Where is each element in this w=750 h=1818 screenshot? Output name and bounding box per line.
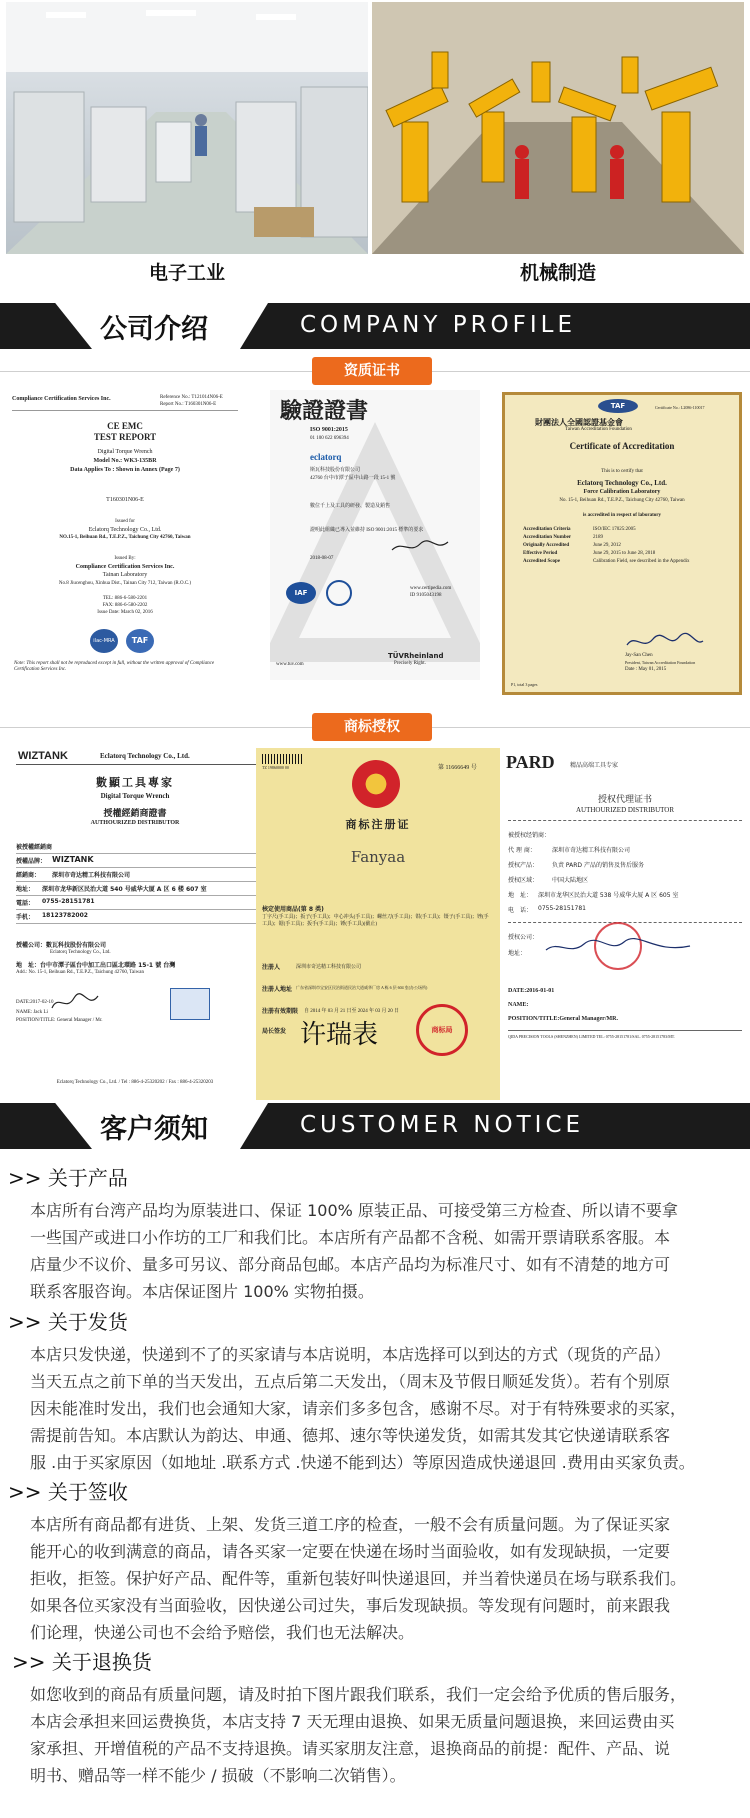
wiz-date: DATE:2017-02-10 [16,1000,54,1005]
taf-row [523,543,723,551]
ccs-title2: TEST REPORT [93,432,157,442]
customer-notice-header [0,1103,750,1149]
pard-row [508,875,742,890]
taf-row-value: ISO/IEC 17025:2005 [593,527,636,532]
notice-body-product [30,1197,732,1305]
wiz-row-value: 深圳市龙华新区民治大道 540 号威华大厦 A 区 6 楼 607 室 [42,886,207,893]
wiz-grantor-addr-en: Add.: No. 15-1, Beihuan Rd., T.E.P.Z., Taichung 42760, Taiwan [16,970,144,975]
caption-electronics: 电子工业 [148,262,225,284]
wiz-grantor-addr: 地 址：台中市潭子區台中加工出口區北環路 15-1 號 台灣 [16,962,176,969]
wiz-rule [16,764,256,765]
trademark-tab: 商标授权 [312,713,432,741]
pard-row [508,830,742,845]
notice-line: 当天五点之前下单的当天发出，五点后第二天发出，（周末及节假日顺延发货）。若有个别原 [30,1372,671,1391]
taf-certify: This is to certify that [601,469,643,474]
ce-emc-test-report [10,393,240,698]
trademark-registration-certificate [256,748,500,1100]
iso-standard: ISO 9001:2015 [310,427,348,433]
notice-line: 如果各位买家没有当面验收，因快递公司过失，事后发现缺损。等发现有问题时，前来跟我 [30,1596,671,1615]
caption-machinery: 机械制造 [519,262,596,284]
tm-period-value: 自 2014 年 03 月 21 日至 2024 年 03 月 20 日 [304,1009,400,1014]
ccs-product: Digital Torque Wrench [97,449,153,455]
ccs-ref-no: Reference No.: T121014N06-E [160,395,223,400]
iso-statement: 證明此組織已導入並維持 ISO 9001:2015 標準的要求 [310,528,424,533]
tm-period-label: 注册有效期限 [262,1008,299,1015]
pard-row-key: 代 理 商： [508,847,536,854]
pard-grantor: 授权公司： [508,934,539,941]
pard-row-value: 0755-28151781 [538,905,586,912]
taf-pages: P1, total 3 pages [511,682,538,687]
customer-notice-title-en: CUSTOMER NOTICE [300,1112,585,1138]
wiz-title1: 數顯工具專家 [96,776,174,789]
wiz-row-key: 授權品牌： [16,858,47,865]
taf-row [523,527,723,535]
taf-row-value: June 29, 2015 to June 28, 2018 [593,551,656,556]
taf-logo: TAF [598,399,638,413]
pard-title: 授权代理证书 [597,795,652,805]
ccs-fax: FAX: 886-6-580-2202 [102,603,148,608]
pard-row [508,905,742,920]
taf-badge: TAF [126,629,154,653]
notice-line: 服 .由于买家原因（如地址 .联系方式 .快递不能到达）等原因造成快递退回 .费用由买家负责。 [30,1453,695,1472]
notice-body-shipping [30,1341,732,1476]
factory-photos [0,0,750,290]
notice-line: 本店所有台湾产品均为原装进口、保证 100% 原装正品、可接受第三方检查、所以请不要拿 [30,1201,678,1220]
notice-line: 家承担、开增值税的产品不支持退换。请买家朋友注意，退换商品的前提：配件、产品、说 [30,1739,671,1758]
ccs-client-addr: NO.15-1, Beihuan Rd., T.E.P.Z., Taichung City 42760, Taiwan [59,535,191,540]
iaf-logo: IAF [286,582,316,604]
notice-line: 能开心的收到满意的商品，请各买家一定要在快递在场时当面验收，如有发现缺损，一定要 [30,1542,671,1561]
notice-body-returns [30,1681,732,1789]
taf-header: 財團法人全國認證基金會 [535,418,623,427]
ccs-lab-addr: No.8 Jiucenghou, Xinhua Dist., Tainan City 712, Taiwan (R.O.C.) [58,581,192,586]
notice-body-receipt [30,1511,732,1646]
electronics-factory-photo [6,2,368,254]
wiztank-brand: WIZTANK [18,750,68,762]
taf-row-value: 2189 [593,535,603,540]
wiz-title3: 授權經銷商證書 [103,809,167,819]
taf-accreditation-certificate [502,392,742,695]
taf-signer-title: President, Taiwan Accreditation Foundation [625,660,696,665]
notice-line: 拒收，拒签。保护好产品、配件等，重新包装好叫快递退回，并当着快递员在场与联系我们。 [30,1569,687,1588]
wiz-row [16,868,256,882]
wiz-row [16,840,256,854]
tm-goods-detail: 丁字尺(手工具)；扳子(手工具)；中心冲头(手工具)；螺丝刀(手工具)；钳(手工具)；镊子(手工具)；锉(手工具)；锯(手工具)；扳手(手工具)；锤(手工具)(截止) [262,915,489,927]
pard-row [508,860,742,875]
tuv-site: www.tuv.com [276,662,304,667]
iso-company: 斯瓦科技股份有限公司 [310,468,361,473]
pard-row-value: 负责 PARD 产品的销售及售后服务 [552,862,644,869]
wiz-signature [50,992,100,1014]
pard-signature [544,936,694,960]
ccs-report-no: Report No.: T160301N06-E [160,402,217,407]
iso-9001-certificate [270,390,480,680]
company-profile-title: 公司介绍 [100,314,208,345]
taf-row-key: Accreditation Criteria [523,527,571,532]
wiz-row-key: 地址： [16,886,35,893]
iso-signature [390,538,450,556]
ccs-issued-by: Issued By: [114,556,136,561]
pard-footer: QIDA PRECISION TOOLS (SHENZHEN) LIMITED TEL: 0755-28151781/SAL. 0755-28151783/MT. [508,1034,675,1039]
qualification-tab: 资质证书 [312,357,432,385]
ccs-rule [12,410,238,411]
tm-registrant-label: 注册人 [262,964,281,971]
ilac-badge: ilac-MRA [90,629,118,653]
ccs-tel: TEL: 886-6-580-2201 [102,596,148,601]
tm-director-label: 局长签发 [262,1028,287,1035]
company-profile-title-en: COMPANY PROFILE [300,312,577,338]
taf-row-value: June 29, 2012 [593,543,621,548]
wiz-row-value: 深圳市奇达精工科技有限公司 [52,872,131,879]
ccs-model: Model No.: WK3-135BR [93,458,157,464]
notice-line: 明书、赠品等一样不能少 / 损破（不影响二次销售）。 [30,1766,406,1785]
pard-name: NAME: [508,1002,529,1008]
iso-cert-no: 01 100 622 696394 [310,436,349,441]
wiz-row [16,854,256,868]
wiz-grantor: 授權公司：數瓦科技股份有限公司 [16,942,107,949]
pard-tagline: 精品高端工具专家 [570,762,619,769]
wiz-name: NAME: Jack Li [16,1010,48,1015]
pard-divider [508,820,742,821]
iso-title: 驗證證書 [280,399,369,424]
wiz-title2: Digital Torque Wrench [100,792,170,800]
taf-info-table [523,527,723,567]
taf-row-key: Effective Period [523,551,558,556]
notice-line: 店量少不议价、量多可另议、部分商品包邮。本店产品均为标准尺寸、如有不清楚的地方可 [30,1255,671,1274]
notice-line: 本店所有商品都有进货、上架、发货三道工序的检查，一般不会有质量问题。为了保证买家 [30,1515,671,1534]
taf-row-value: Calibration Field, see described in the Appendix [593,559,690,564]
notice-line: 如您收到的商品有质量问题，请及时拍下图片跟我们联系，我们一定会给予优质的售后服务， [30,1685,687,1704]
taf-org: Eclatorq Technology Co., Ltd. [577,479,667,487]
wiz-row-value: WIZTANK [52,855,94,864]
tuv-logo: TÜVRheinland [388,652,444,660]
notice-line: 因未能准时发出，我们也会通知大家，请亲们多多包含，感谢不尽。对于有特殊要求的买家， [30,1399,687,1418]
taf-row-key: Accredited Scope [523,559,560,564]
ccs-issue-date: Issue Date: March 02, 2016 [97,610,153,615]
taf-row [523,559,723,567]
wiz-position: POSITION/TITLE: General Manager / Mr. [16,1018,103,1023]
pard-date: DATE:2016-01-01 [508,988,555,994]
taf-header-en: Taiwan Accreditation Foundation [565,427,632,432]
ccs-report-no2: T160301N06-E [106,497,144,503]
pard-distributor-certificate [504,750,746,1098]
pard-row [508,890,742,905]
pard-footer-rule [508,1030,742,1031]
wiz-row-key: 被授權經銷商 [16,844,53,851]
notice-line: 们论理，快递公司也不会给予赔偿，我们也无法解决。 [30,1623,415,1642]
iso-date: 2018-08-07 [310,556,334,561]
wiz-row-value: 0755-28151781 [42,898,95,905]
taf-row-key: Originally Accredited [523,543,570,548]
notice-heading-receipt: >> 关于签收 [8,1480,128,1504]
notice-line: 需提前告知。本店默认为韵达、申通、德邦、速尔等快递发货，如需其发其它快递请联系客 [30,1426,671,1445]
iso-brand: eclatorq [310,452,342,462]
pard-row-key: 授权产品： [508,862,539,869]
pard-brand: PARD [506,752,555,772]
tm-title: 商标注册证 [345,818,411,831]
robot-arms-photo [372,2,744,254]
taf-row [523,535,723,543]
wiztank-distributor-certificate [10,748,260,1100]
ccs-client: Eclatorq Technology Co., Ltd. [88,527,162,533]
pard-row-key: 授权区域： [508,877,539,884]
ccs-applies: Data Applies To : Shown in Annex (Page 7) [70,467,180,473]
ccs-issued-for: Issued for [115,519,135,524]
tm-address-label: 注册人地址 [262,986,293,993]
wiz-row-key: 經銷商： [16,872,41,879]
wiz-info-rows [16,840,256,924]
pard-title-en: AUTHOURIZED DISTRIBUTOR [575,806,675,814]
tuv-tagline: Precisely Right. [394,661,426,666]
taf-signature [625,631,705,653]
notice-line: 本店会承担来回运费换货，本店支持 7 天无理由退换、如果无质量问题退换，来回运费由买 [30,1712,675,1731]
pard-row-key: 电 话： [508,907,533,914]
iso-scope: 數位千上及工具的研發、製造及銷售 [310,504,391,509]
wiz-company-stamp [170,988,210,1020]
taf-row-key: Accreditation Number [523,535,572,540]
notice-heading-product: >> 关于产品 [8,1166,128,1190]
barcode-icon [262,754,302,764]
pard-row-value: 深圳市奇达精工科技有限公司 [552,847,631,854]
taf-cert-ref: Certificate No.: L2086-110017 [655,405,705,410]
wiz-row [16,882,256,896]
wiz-row [16,910,256,924]
wiz-row-key: 手机： [16,914,35,921]
taf-sign-date: Date : May 01, 2015 [625,667,667,672]
taf-title: Certificate of Accreditation [569,441,675,451]
pard-row-value: 深圳市龙华区民治大道 538 号威华大厦 A 区 605 室 [538,892,679,899]
taf-signer: Jay-San Chen [625,653,653,658]
tm-barcode-no: TZ 19860000 00 [262,765,289,770]
taf-accredited: is accredited in respect of laboratory [583,513,661,518]
company-profile-header [0,303,750,349]
pard-position: POSITION/TITLE:General Manager/MR. [508,1016,618,1022]
iso-background-triangle [270,390,480,680]
iso-url: www.certipedia.com [410,586,452,591]
header-left-shape [0,303,92,349]
header-left-shape [0,1103,92,1149]
notice-line: 联系客服咨询。本店保证图片 100% 实物拍摄。 [30,1282,374,1301]
notice-line: 一些国产或进口小作坊的工厂和我们比。本店所有产品都不含税、如需开票请联系客服。本 [30,1228,671,1247]
tm-goods: 核定使用商品(第 8 类) [262,906,324,913]
customer-notice-title: 客户须知 [100,1114,208,1145]
pard-row [508,845,742,860]
ccs-title1: CE EMC [107,421,143,431]
wiz-title4: AUTHOURIZED DISTRIBUTOR [90,820,180,826]
ccs-lab2: Tainan Laboratory [102,572,148,578]
pard-addr: 地址： [508,950,527,957]
ccs-footnote: Note: This report shall not be reproduced except in full, without the written approval of Compliance Certification Services Inc. [14,661,215,672]
ccs-header: Compliance Certification Services Inc. [12,396,111,402]
ccs-lab: Compliance Certification Services Inc. [75,564,175,570]
taf-addr: No. 15-1, Beihuan Rd., T.E.P.Z., Taichung City 42760, Taiwan [559,498,685,503]
iso-address: 42760 台中市潭子區中山路一段 15-1 號 [310,476,396,481]
wiz-row [16,896,256,910]
tm-registrant-value: 深圳市奇达精工科技有限公司 [296,965,362,970]
wiz-row-key: 電話： [16,900,35,907]
pard-row-value: 中国大陆地区 [552,877,589,884]
taf-row [523,551,723,559]
trademark-office-seal: 商标局 [416,1004,468,1056]
pard-row-key: 地 址： [508,892,533,899]
iso-id: ID 9105043198 [410,593,442,598]
notice-heading-returns: >> 关于退换货 [12,1650,152,1674]
taf-lab: Force Calibration Laboratory [583,489,661,495]
wiz-row-value: 18123782002 [42,912,88,919]
notice-line: 本店只发快递，快递到不了的买家请与本店说明，本店选择可以到达的方式（现货的产品） [30,1345,671,1364]
tm-signature: 许瑞表 [300,1020,379,1050]
national-emblem-icon [352,760,400,808]
pard-info-rows [508,830,742,920]
wiz-grantor-en: Eclatorq Technology Co., Ltd. [50,950,111,955]
notice-heading-shipping: >> 关于发货 [8,1310,128,1334]
tm-no: 第 11666649 号 [438,765,477,771]
wiz-footer: Eclatorq Technology Co., Ltd. / Tel : 886-4-25320202 / Fax : 886-4-25320203 [56,1080,214,1085]
tm-address-value: 广东省深圳市宝安区民治街道民治大道威华厂房 A 栋 6 层 604 室(办公场所) [296,985,428,990]
management-seal-icon [326,580,352,606]
pard-row-key: 被授权经销商： [508,832,551,839]
tm-mark: Fanyaa [350,848,406,866]
wiztank-company-en: Eclatorq Technology Co., Ltd. [100,752,190,760]
